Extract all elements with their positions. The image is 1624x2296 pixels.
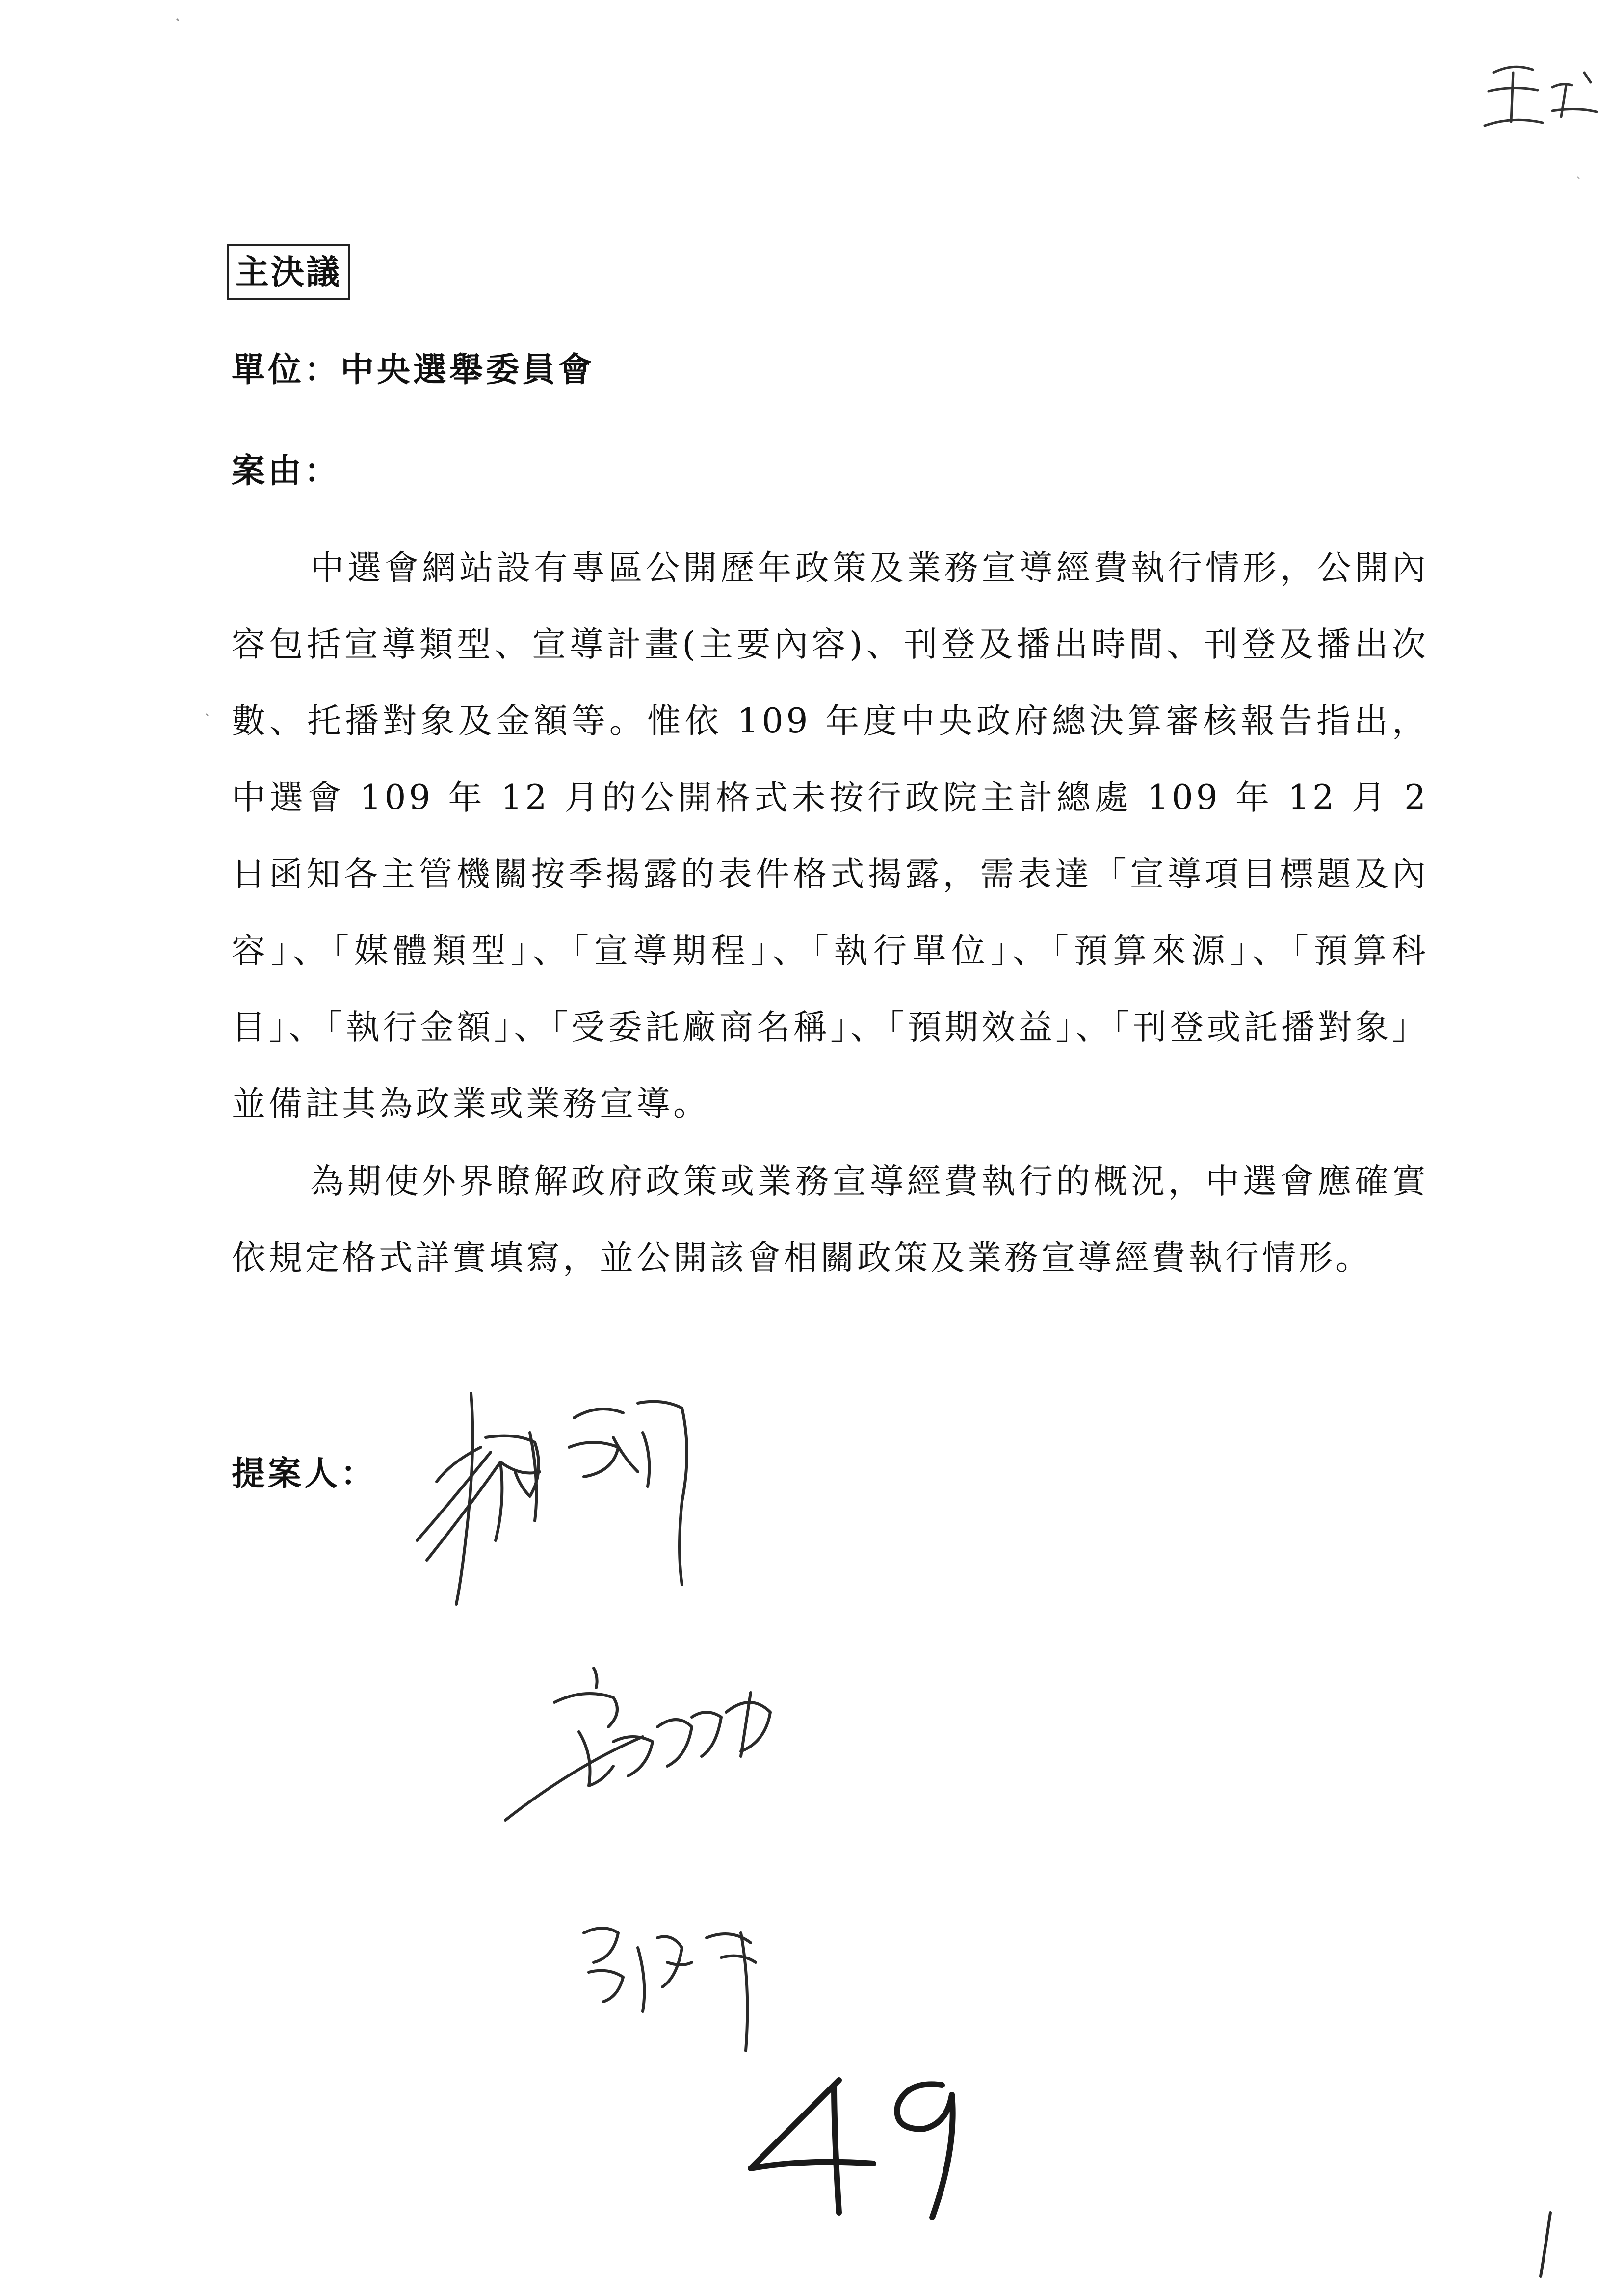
corner-handwritten-mark [1531, 2208, 1560, 2281]
signature-1 [407, 1374, 760, 1648]
unit-heading: 單位：中央選舉委員會 [232, 350, 595, 390]
resolution-type-box: 主決議 [227, 244, 350, 300]
proposer-heading: 提案人： [232, 1454, 377, 1493]
signature-3 [574, 1913, 829, 2061]
margin-handwritten-mark [1479, 53, 1606, 151]
signature-2 [496, 1658, 810, 1845]
reason-paragraph-1: 中選會網站設有專區公開歷年政策及業務宣導經費執行情形，公開內容包括宣導類型、宣導計畫(主要內容)、刊登及播出時間、刊登及播出次數、托播對象及金額等。惟依 109 年度中央政府總決算審核報告指出，中選會 109 年 12 月的公開格式未按行政院主計總處 109 年 12 月 2 日函知各主管機關按季揭露的表件格式揭露，需表達「宣導項目標題及內容」、「媒體類型」、「宣導期程」、「執行單位」、「預算來源」、「預算科目」、「執行金額」、「受委託廠商名稱」、「預期效益」、「刊登或託播對象」並備註其為政業或業務宣導。 [232, 548, 1429, 1123]
handwritten-page-number [726, 2051, 1001, 2227]
reason-heading: 案由： [232, 451, 341, 491]
reason-paragraph-2: 為期使外界瞭解政府政策或業務宣導經費執行的概況，中選會應確實依規定格式詳實填寫，並公開該會相關政策及業務宣導經費執行情形。 [232, 1162, 1429, 1278]
